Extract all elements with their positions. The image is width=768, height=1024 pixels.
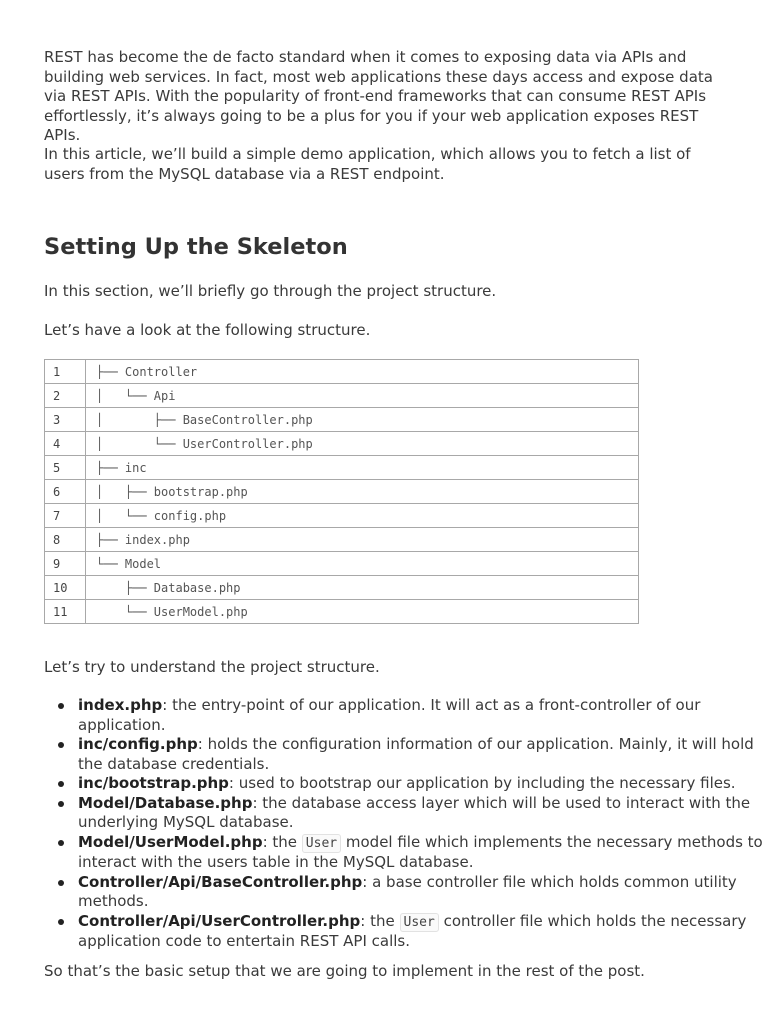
line-number: 10	[45, 576, 86, 600]
file-description-cont: model file which implements the necessary methods to interact with the users table in the MySQL database.	[78, 832, 763, 871]
list-item	[78, 794, 768, 833]
file-path: Controller/Api/BaseController.php	[78, 872, 363, 891]
line-number: 2	[45, 384, 86, 408]
list-item	[78, 873, 768, 912]
line-number: 7	[45, 504, 86, 528]
file-path: inc/bootstrap.php	[78, 774, 229, 792]
file-path: Model/UserModel.php	[78, 832, 263, 851]
file-path: inc/config.php	[78, 735, 198, 753]
section-paragraph-2: Let’s have a look at the following structure.	[44, 321, 371, 339]
line-number: 9	[45, 552, 86, 576]
line-number: 4	[45, 432, 86, 456]
code-line	[45, 480, 639, 504]
file-path: Controller/Api/UserController.php	[78, 911, 361, 930]
line-number: 1	[45, 360, 86, 384]
line-number: 6	[45, 480, 86, 504]
code-line	[45, 360, 639, 384]
file-path: Model/Database.php	[78, 793, 253, 812]
code-line	[45, 600, 639, 624]
code-line	[45, 528, 639, 552]
line-code: │ ├── bootstrap.php	[86, 480, 639, 504]
list-item	[78, 696, 768, 735]
explain-intro: Let’s try to understand the project structure.	[44, 658, 380, 676]
code-line	[45, 432, 639, 456]
list-item	[78, 735, 768, 774]
code-line	[45, 504, 639, 528]
line-code: │ └── UserController.php	[86, 432, 639, 456]
file-description: : the	[262, 832, 302, 851]
code-line	[45, 576, 639, 600]
inline-code: User	[302, 834, 341, 853]
line-number: 3	[45, 408, 86, 432]
line-code: ├── Database.php	[86, 576, 639, 600]
file-description: : a base controller file which holds common utility methods.	[78, 872, 737, 910]
list-item	[78, 833, 768, 873]
line-code: └── UserModel.php	[86, 600, 639, 624]
file-description-list	[44, 696, 768, 952]
intro-paragraph-1: REST has become the de facto standard when it comes to exposing data via APIs and building web services. In fact, most web applications these days access and expose data via REST APIs. With the popularity of front-end frameworks that can consume REST APIs effortlessly, it’s always going to be a plus for you if your web application exposes REST APIs.	[44, 48, 713, 144]
line-code: │ └── Api	[86, 384, 639, 408]
code-line	[45, 552, 639, 576]
inline-code: User	[400, 913, 439, 932]
file-description: : holds the configuration information of our application. Mainly, it will hold the database credentials.	[78, 735, 754, 773]
line-number: 5	[45, 456, 86, 480]
list-item	[78, 774, 768, 794]
line-code: ├── inc	[86, 456, 639, 480]
line-code: │ ├── BaseController.php	[86, 408, 639, 432]
explain-outro: So that’s the basic setup that we are going to implement in the rest of the post.	[44, 962, 645, 980]
file-description: : the	[360, 911, 400, 930]
code-line	[45, 456, 639, 480]
section-heading: Setting Up the Skeleton	[44, 234, 348, 260]
file-path: index.php	[78, 696, 163, 714]
line-code: ├── index.php	[86, 528, 639, 552]
file-description: : the entry-point of our application. It will act as a front-controller of our application.	[78, 696, 701, 734]
list-item	[78, 912, 768, 952]
file-description: : used to bootstrap our application by including the necessary files.	[228, 774, 736, 792]
section-paragraph-1: In this section, we’ll briefly go through the project structure.	[44, 282, 497, 300]
line-number: 11	[45, 600, 86, 624]
code-line	[45, 408, 639, 432]
line-code: │ └── config.php	[86, 504, 639, 528]
code-block	[44, 359, 639, 624]
line-code: ├── Controller	[86, 360, 639, 384]
line-number: 8	[45, 528, 86, 552]
file-description-cont: controller file which holds the necessary application code to entertain REST API calls.	[78, 911, 747, 950]
line-code: └── Model	[86, 552, 639, 576]
file-description: : the database access layer which will be used to interact with the underlying MySQL database.	[78, 793, 751, 831]
intro-paragraph-2: In this article, we’ll build a simple demo application, which allows you to fetch a list of users from the MySQL database via a REST endpoint.	[44, 145, 691, 183]
code-line	[45, 384, 639, 408]
